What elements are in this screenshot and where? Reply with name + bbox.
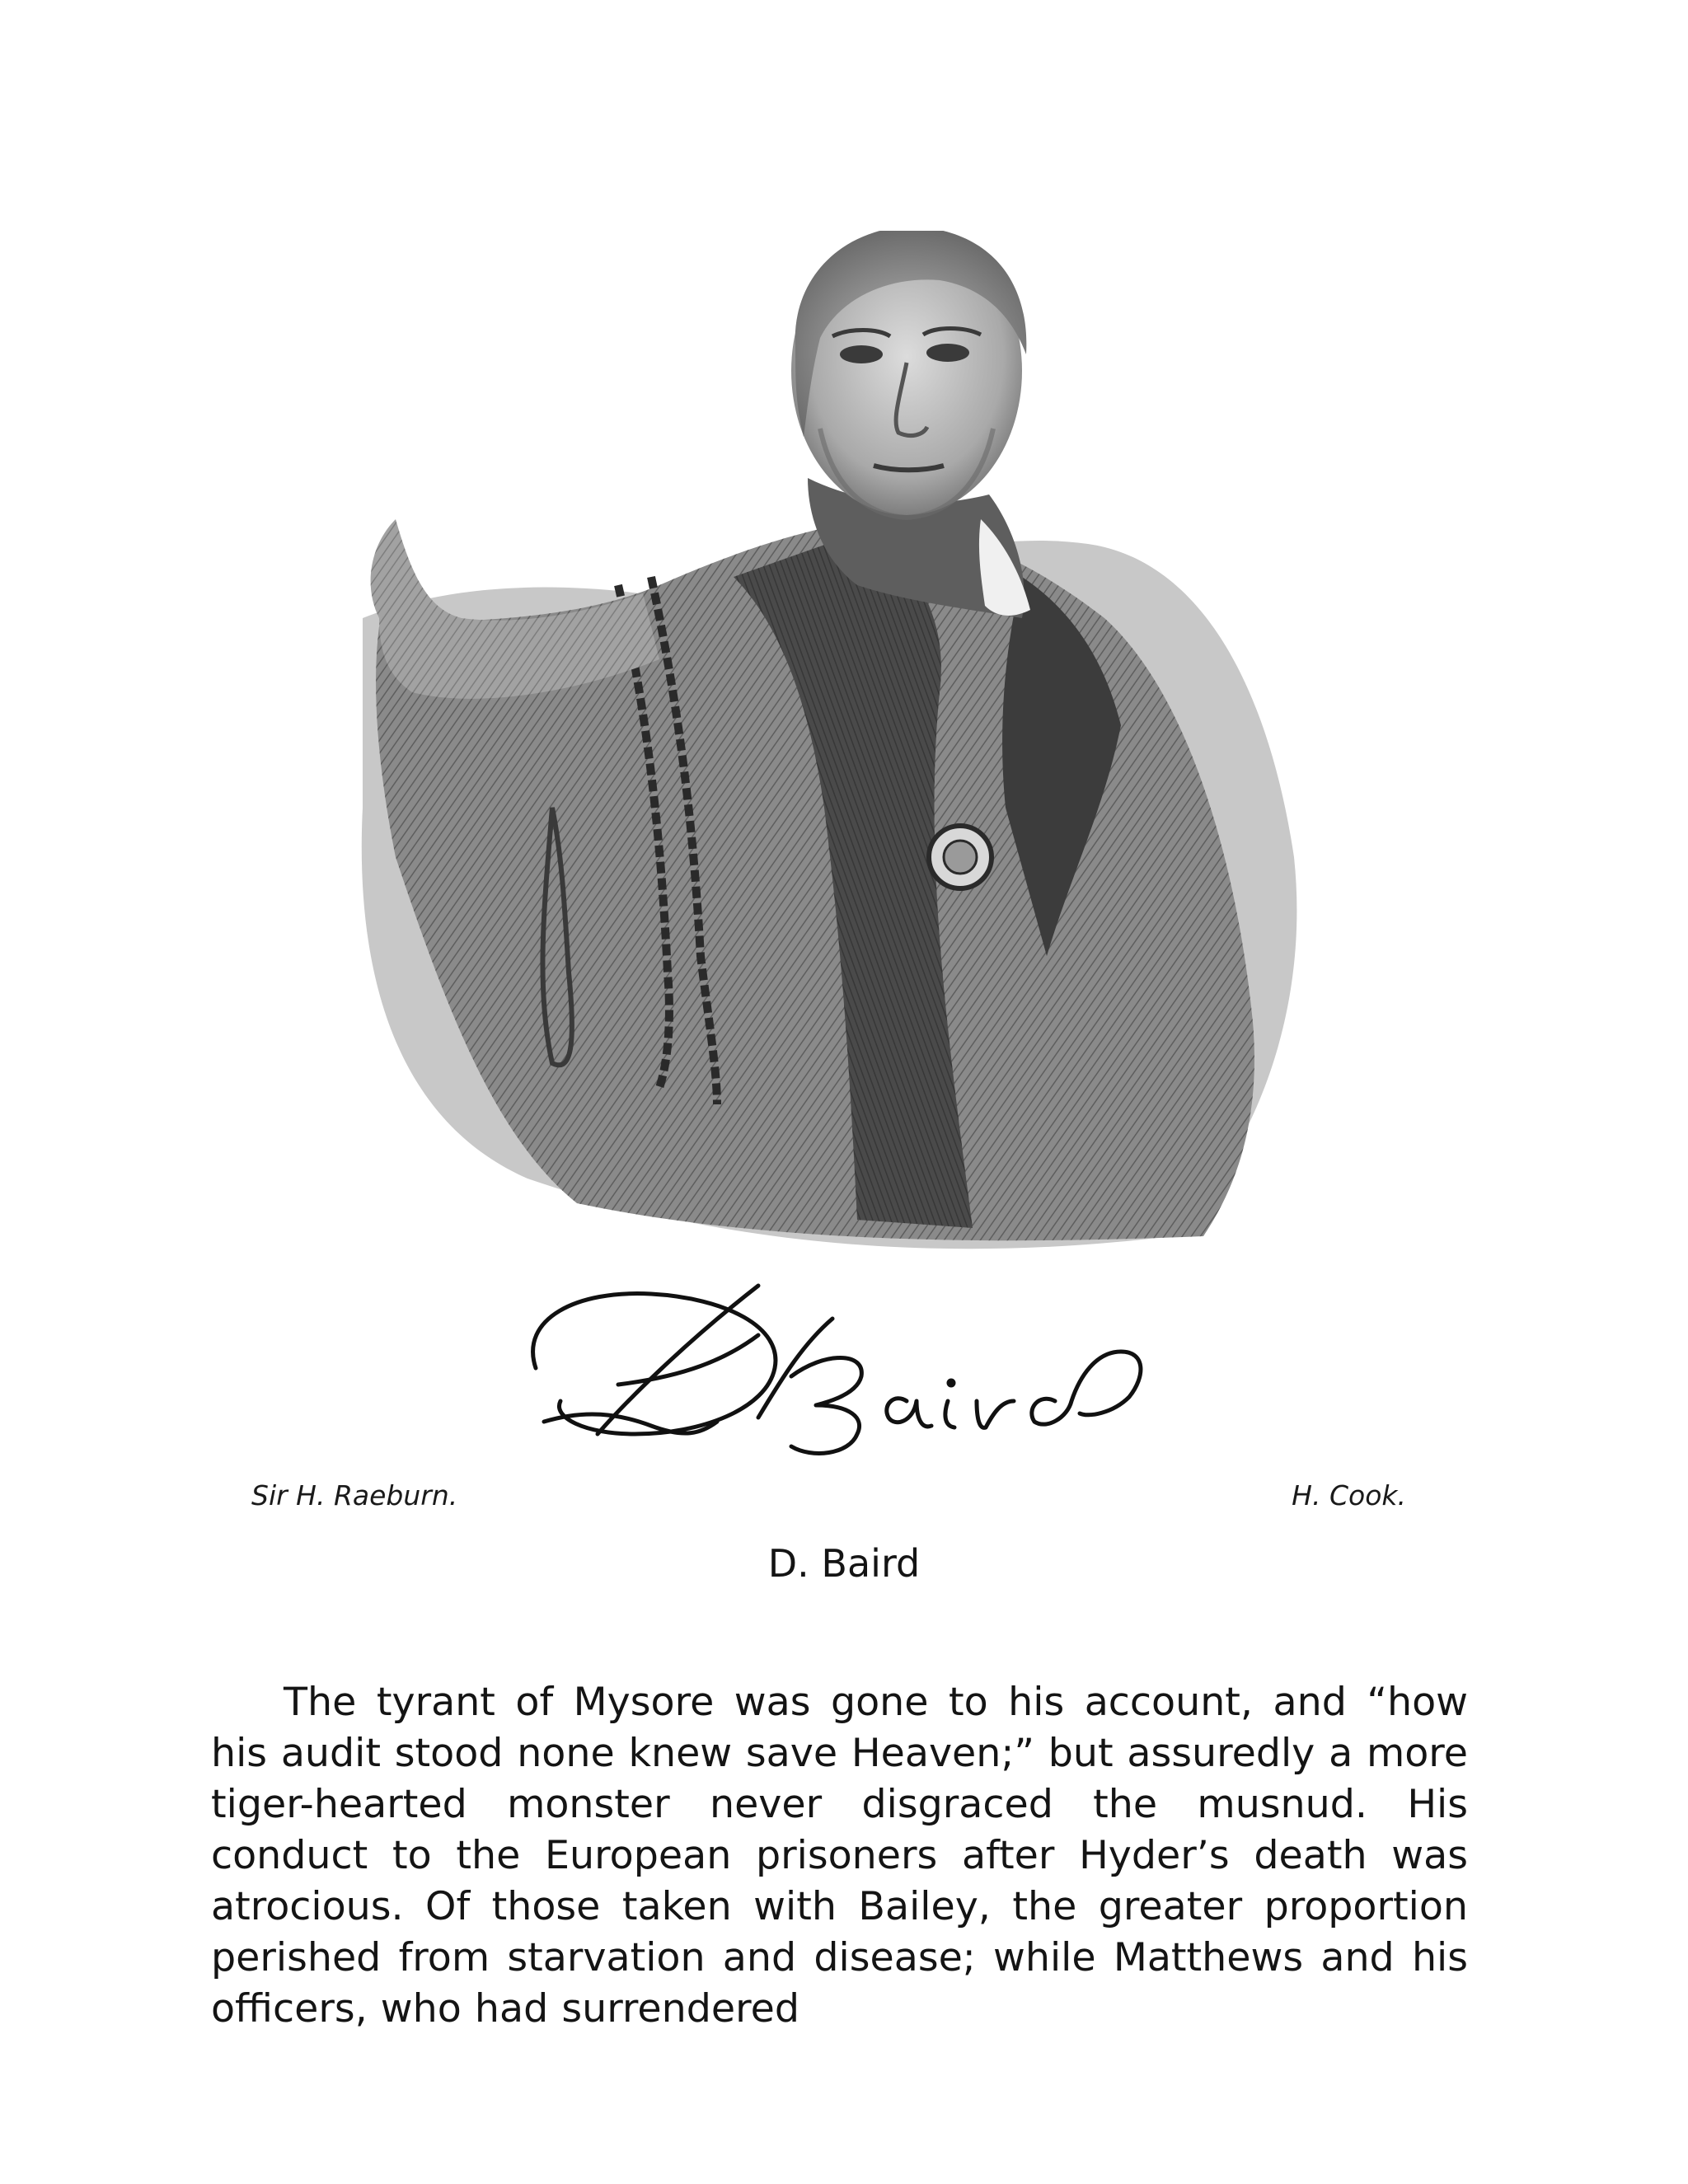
body-paragraph: The tyrant of Mysore was gone to his account, and “how his audit stood none knew save Heaven;” but assuredly a more tiger-hearted monster never disgraced the musnud. His conduct to the European prisoners after Hyder’s death was atrocious. Of those taken with Bailey, the greater proportion perished from starvation and disease; while Matthews and his officers, who had surrendered bbox=[211, 1680, 1468, 2032]
credit-painter: Sir H. Raeburn. bbox=[251, 1479, 458, 1511]
signature bbox=[519, 1269, 1162, 1467]
plate-caption: D. Baird bbox=[767, 1541, 921, 1586]
portrait-engraving bbox=[346, 231, 1319, 1269]
credit-engraver: H. Cook. bbox=[1292, 1479, 1406, 1511]
